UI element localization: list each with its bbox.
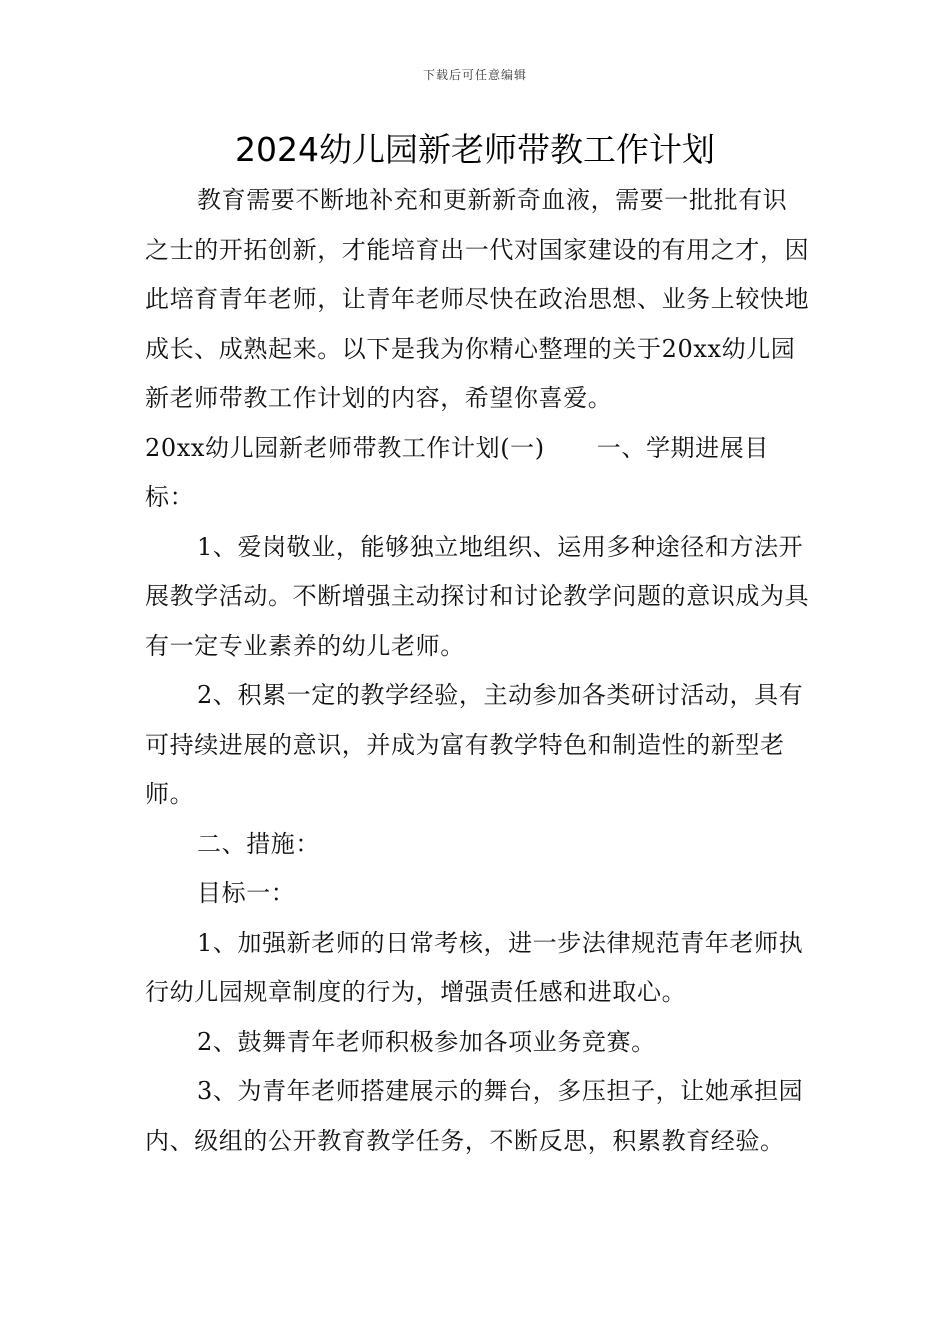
measure-1: 1、加强新老师的日常考核，进一步法律规范青年老师执行幼儿园规章制度的行为，增强责任感和进取心。	[145, 928, 804, 1006]
document-body	[145, 176, 810, 1166]
plan-subtitle-line	[145, 424, 810, 523]
section2-heading: 二、措施：	[197, 829, 320, 858]
measure-3: 3、为青年老师搭建展示的舞台，多压担子，让她承担园内、级组的公开教育教学任务，不断反思，积累教育经验。	[145, 1077, 804, 1155]
section1-heading: 一、学期进展目标：	[145, 433, 769, 511]
goal-1: 1、爱岗敬业，能够独立地组织、运用多种途径和方法开展教学活动。不断增强主动探讨和讨论教学问题的意识成为具有一定专业素养的幼儿老师。	[145, 532, 810, 660]
target1-heading: 目标一：	[197, 879, 296, 907]
plan-subtitle: 20xx幼儿园新老师带教工作计划(一)	[145, 433, 545, 462]
document-title: 2024幼儿园新老师带教工作计划	[235, 130, 715, 169]
intro-paragraph: 教育需要不断地补充和更新新奇血液，需要一批批有识之士的开拓创新，才能培育出一代对国家建设的有用之才，因此培育青年老师，让青年老师尽快在政治思想、业务上较快地成长、成熟起来。以下是我为你精心整理的关于20xx幼儿园新老师带教工作计划的内容，希望你喜爱。	[145, 186, 810, 412]
measure-2: 2、鼓舞青年老师积极参加各项业务竞赛。	[197, 1027, 656, 1056]
header-note: 下载后可任意编辑	[422, 68, 527, 82]
goal-2: 2、积累一定的教学经验，主动参加各类研讨活动，具有可持续进展的意识，并成为富有教学特色和制造性的新型老师。	[145, 681, 804, 808]
